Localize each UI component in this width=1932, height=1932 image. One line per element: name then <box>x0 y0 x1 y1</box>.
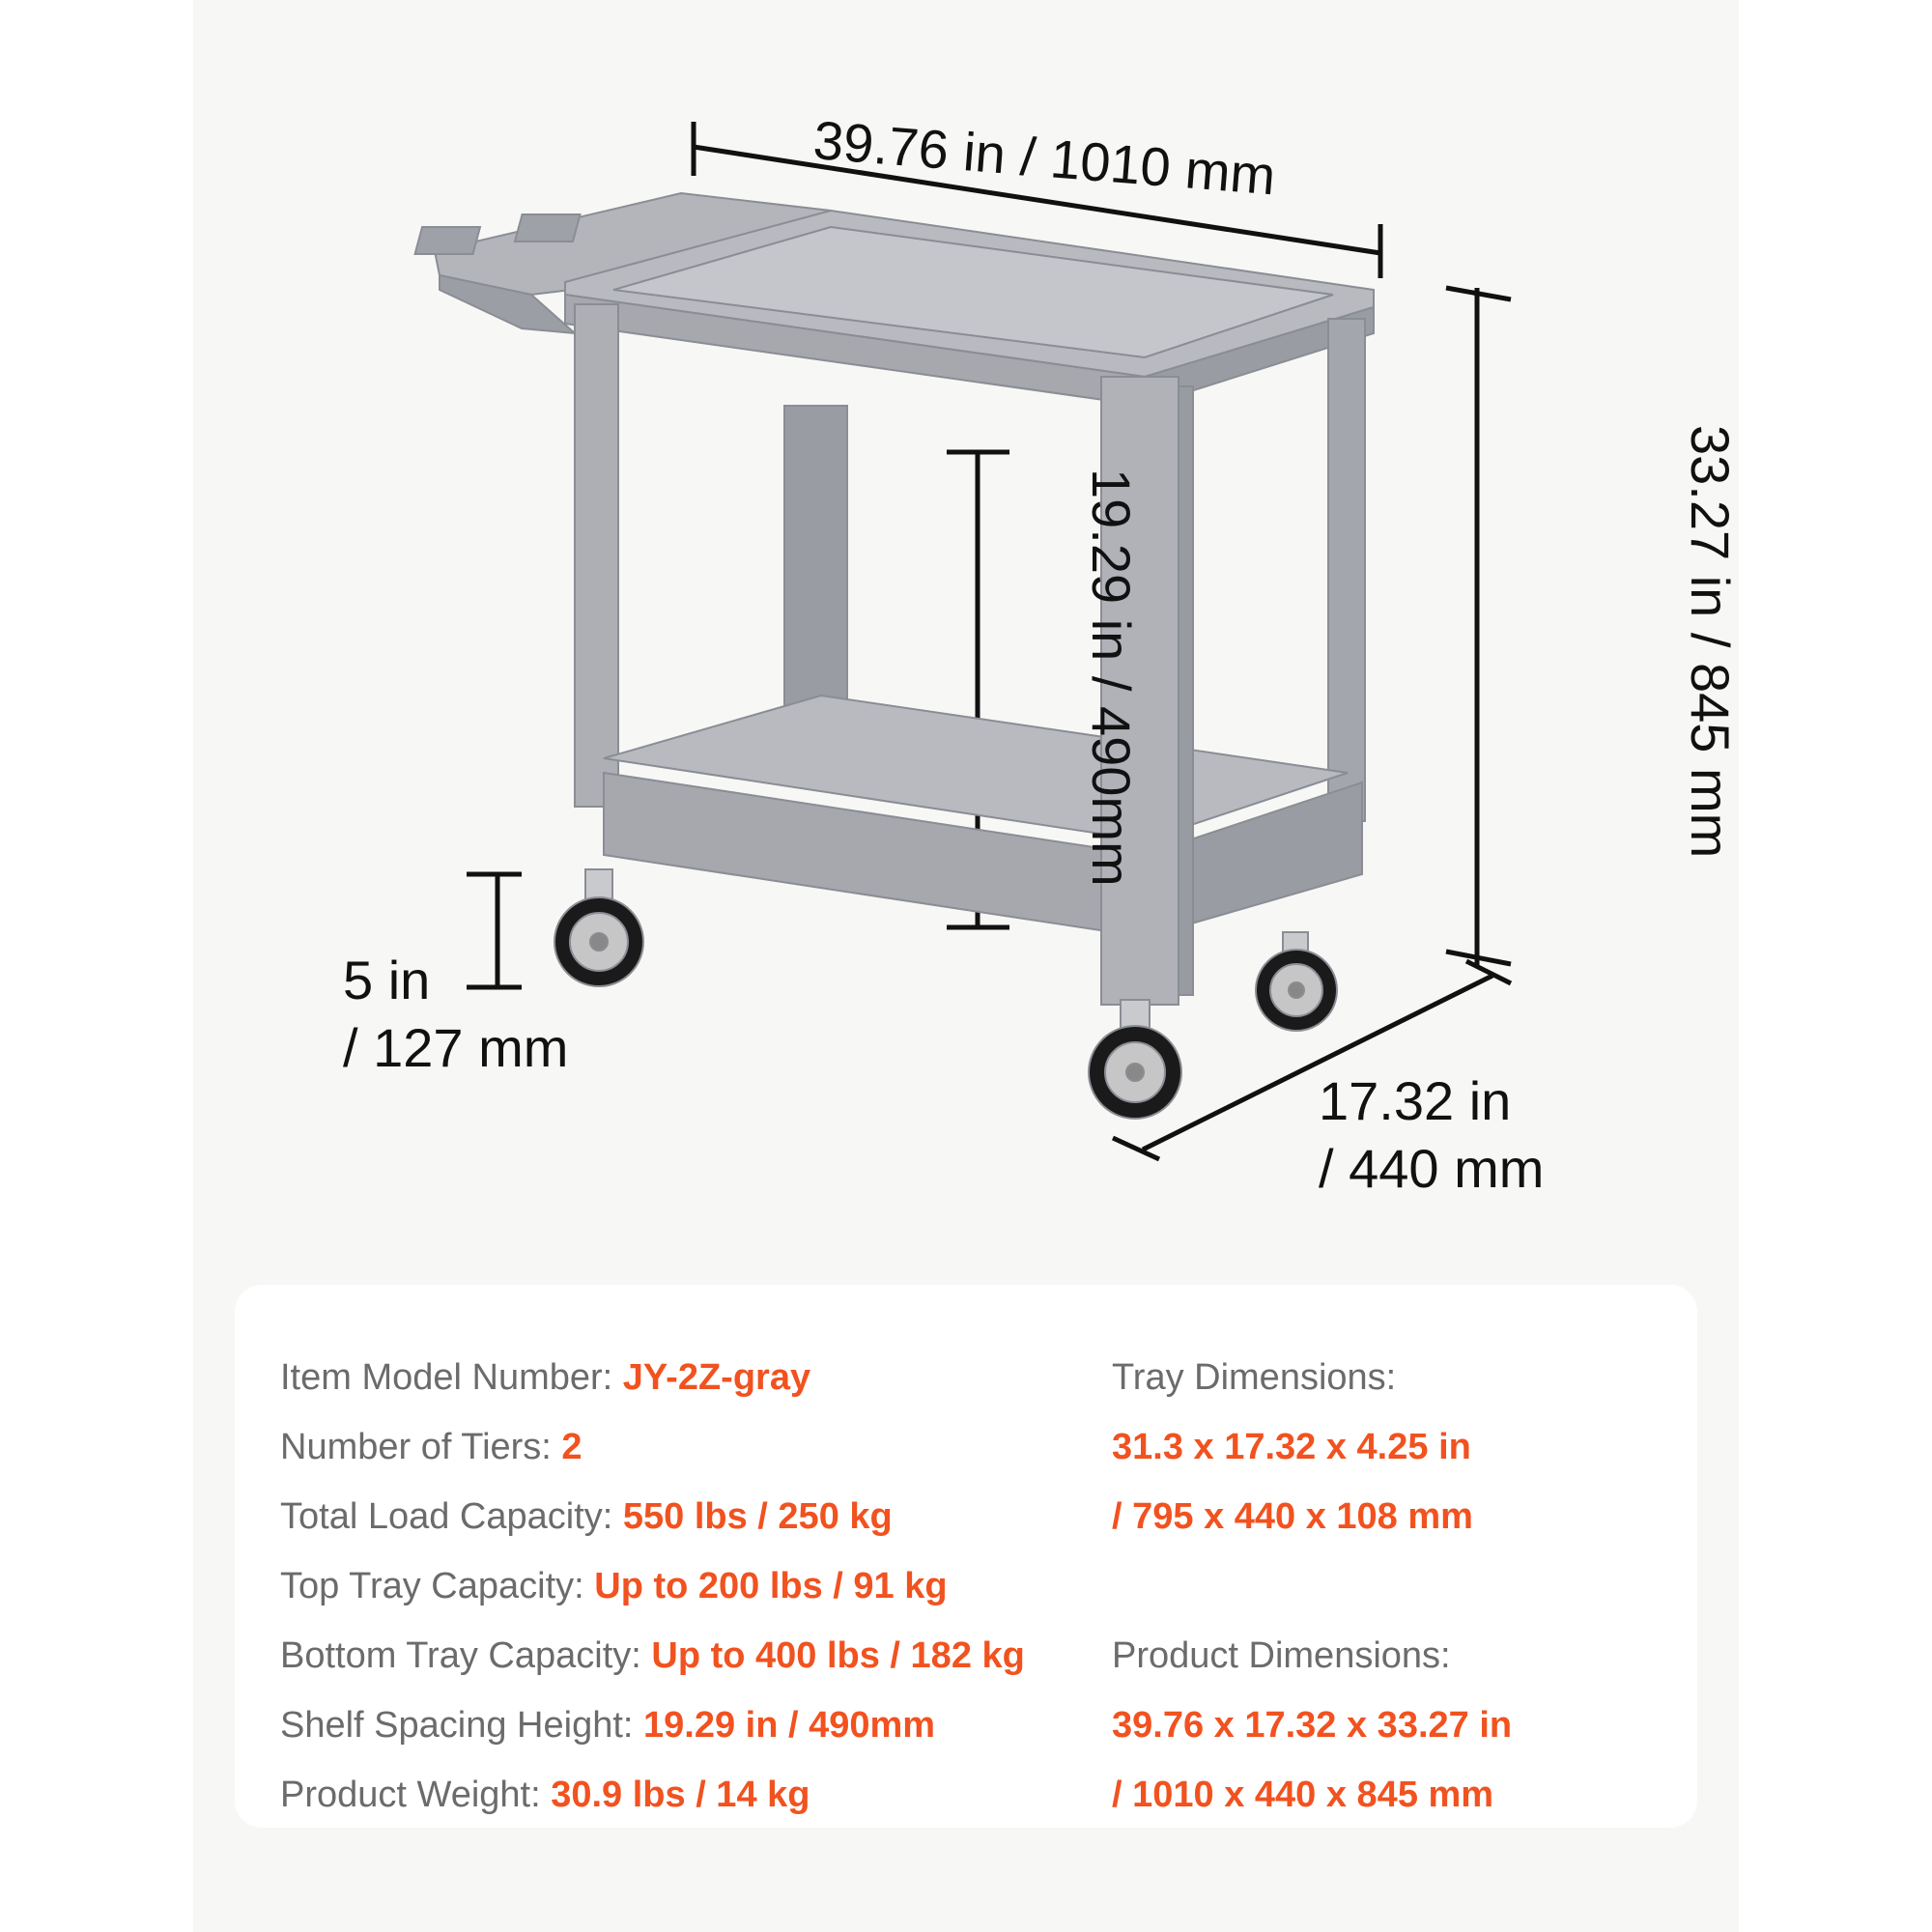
depth-dimension-line2: / 440 mm <box>1319 1138 1545 1199</box>
tray-dimensions-line1: 31.3 x 17.32 x 4.25 in <box>1112 1427 1471 1467</box>
spec-label: Number of Tiers: <box>280 1427 562 1467</box>
spec-value: Up to 400 lbs / 182 kg <box>651 1635 1025 1676</box>
spec-row <box>280 1343 1025 1412</box>
spec-value: 550 lbs / 250 kg <box>622 1496 893 1537</box>
spec-value: Up to 200 lbs / 91 kg <box>594 1566 948 1606</box>
spec-value: 19.29 in / 490mm <box>643 1705 936 1746</box>
spec-label: Shelf Spacing Height: <box>280 1705 644 1746</box>
wheel-dimension-line1: 5 in <box>343 950 431 1010</box>
tray-dimensions-line2: / 795 x 440 x 108 mm <box>1112 1496 1473 1537</box>
spec-value: 2 <box>561 1427 582 1467</box>
product-dimensions-line2: / 1010 x 440 x 845 mm <box>1112 1775 1494 1815</box>
specs-left-column <box>280 1343 1025 1830</box>
product-dimensions-label: Product Dimensions: <box>1112 1635 1451 1676</box>
wheel-front-right <box>1089 1000 1181 1119</box>
spec-label: Top Tray Capacity: <box>280 1566 595 1606</box>
product-dimensions-line1: 39.76 x 17.32 x 33.27 in <box>1112 1705 1513 1746</box>
product-infographic <box>193 0 1739 1932</box>
wheel-back-right <box>1256 932 1337 1031</box>
spec-label: Bottom Tray Capacity: <box>280 1635 652 1676</box>
wheel-dimension <box>343 947 568 1082</box>
spec-label: Item Model Number: <box>280 1357 623 1398</box>
specs-card <box>235 1285 1697 1828</box>
height-dimension: 33.27 in / 845 mm <box>1680 425 1741 859</box>
spec-row <box>280 1482 1025 1551</box>
spec-row <box>280 1412 1025 1482</box>
specs-right-column <box>1112 1343 1512 1830</box>
spec-label: Product Weight: <box>280 1775 552 1815</box>
shelf-spacing-dimension: 19.29 in / 490mm <box>1081 469 1142 887</box>
tray-dimensions-label: Tray Dimensions: <box>1112 1357 1397 1398</box>
spec-label: Total Load Capacity: <box>280 1496 623 1537</box>
wheel-dimension-line2: / 127 mm <box>343 1017 569 1078</box>
depth-dimension-line1: 17.32 in <box>1319 1070 1512 1131</box>
spec-value: 30.9 lbs / 14 kg <box>551 1775 810 1815</box>
spec-row <box>280 1760 1025 1830</box>
width-dimension: 39.76 in / 1010 mm <box>810 108 1278 207</box>
spec-row <box>280 1621 1025 1690</box>
spec-row <box>280 1690 1025 1760</box>
depth-dimension <box>1319 1067 1544 1203</box>
spec-value: JY-2Z-gray <box>622 1357 811 1398</box>
spec-row <box>280 1551 1025 1621</box>
